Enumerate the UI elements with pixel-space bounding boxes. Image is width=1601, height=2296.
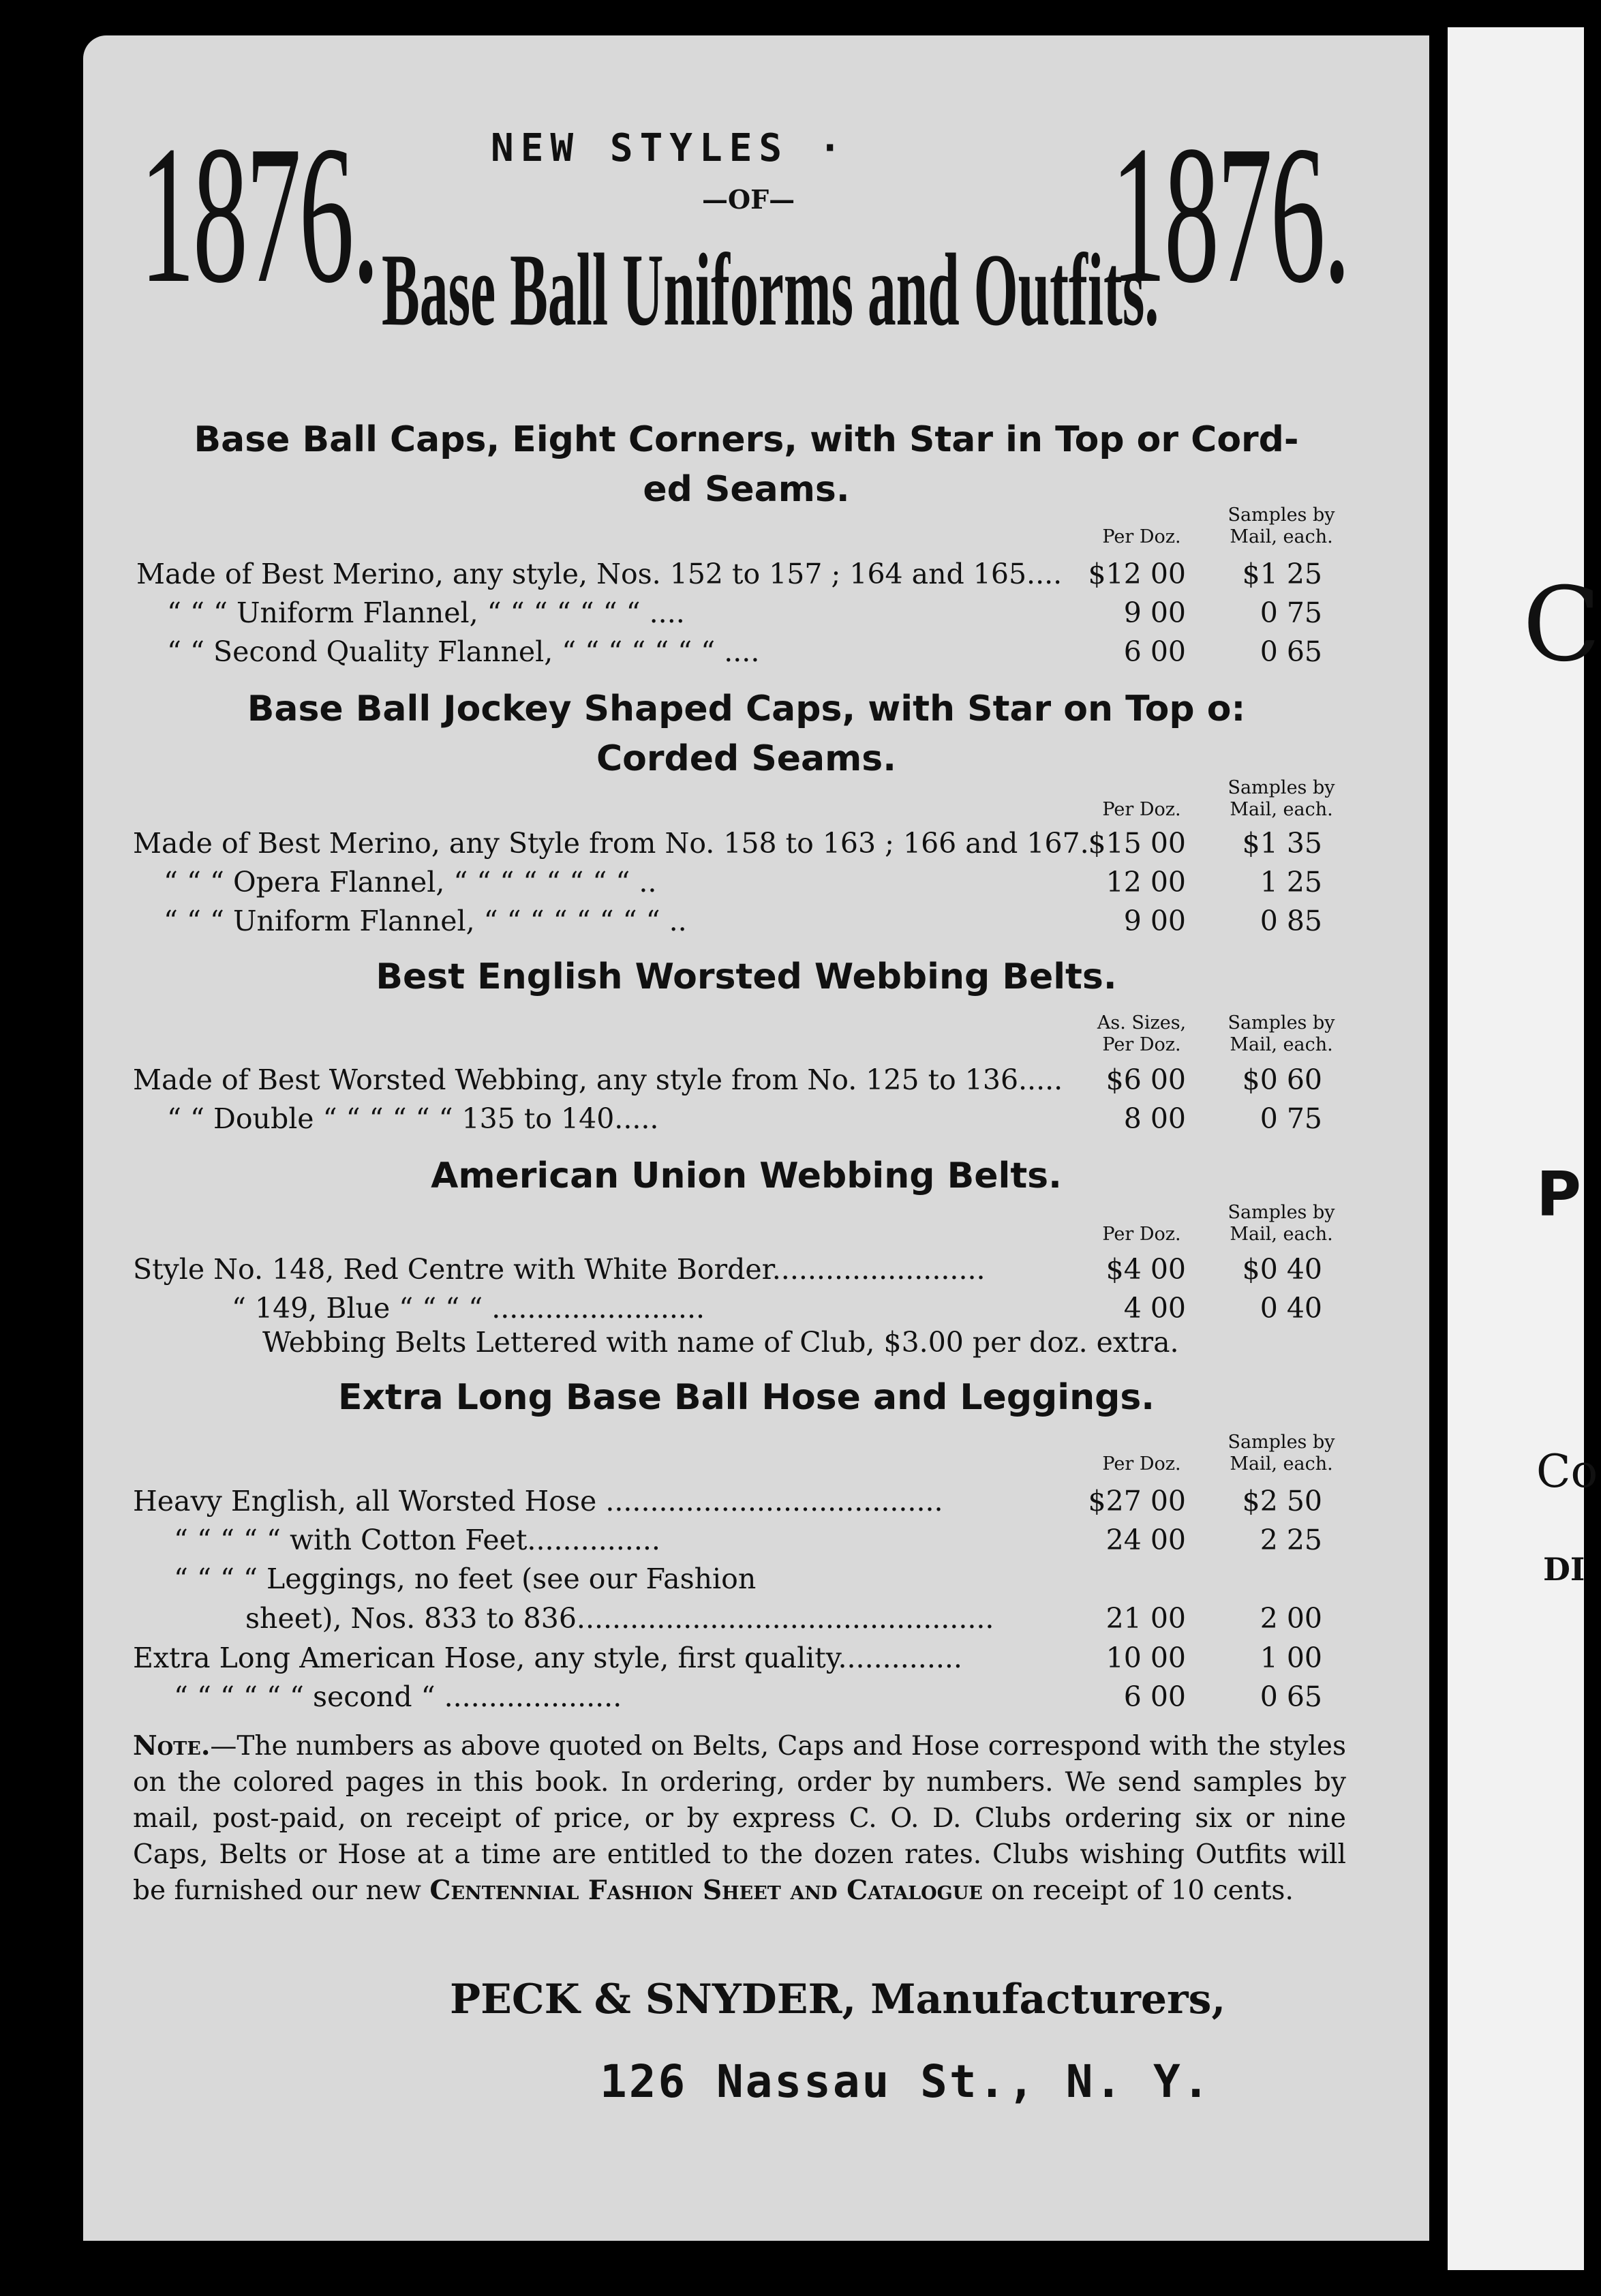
hose-row-4-doz: 21 00 [1106,1602,1186,1635]
union-belts-lettered-note: Webbing Belts Lettered with name of Club, $3.00 per doz. extra. [262,1326,1179,1359]
union-belts-row-1-desc: Style No. 148, Red Centre with White Border........................ [133,1253,986,1286]
jockey-row-2-desc: “ “ “ Opera Flannel, “ “ “ “ “ “ “ “ .. [164,866,657,898]
year-right: 1876. [1111,105,1349,324]
english-belts-row-2-doz: 8 00 [1123,1102,1186,1135]
english-belts-row-2-each: 0 75 [1260,1102,1322,1135]
english-belts-col-sizes-line1: As. Sizes, [1097,1012,1187,1033]
hose-col-samples [1200,1432,1363,1475]
jockey-col-samples-line1: Samples by [1228,777,1335,798]
caps-col-samples [1200,504,1363,548]
hose-row-5-doz: 10 00 [1106,1642,1186,1674]
year-left: 1876. [140,105,378,324]
of-label: —OF— [702,184,795,215]
jockey-row-1-desc: Made of Best Merino, any Style from No. 158 to 163 ; 166 and 167. [133,827,1089,860]
english-belts-row-2-desc: “ “ Double “ “ “ “ “ “ 135 to 140..... [167,1102,659,1135]
english-belts-row-1-each: $0 60 [1242,1063,1322,1096]
caps-row-3-doz: 6 00 [1123,635,1186,668]
union-belts-row-2-each: 0 40 [1260,1292,1322,1325]
new-styles-heading: NEW STYLES · [491,126,849,170]
english-belts-col-samples-line2: Mail, each. [1230,1034,1333,1055]
jockey-col-per-doz: Per Doz. [1102,799,1181,820]
note-text-2: on receipt of 10 cents. [982,1875,1294,1906]
union-belts-col-samples-line1: Samples by [1228,1202,1335,1223]
note-label: Note. [133,1730,211,1762]
hose-col-per-doz: Per Doz. [1102,1453,1181,1475]
note-text-1: —The numbers as above quoted on Belts, Caps and Hose correspond with the styles on the colored pages in this book. In ordering, order by numbers. We send samples by mail, post-paid, on receipt of price, or by express C. O. D. Clubs ordering six or nine Caps, Belts or Hose at a time are entitled to the dozen rates. Clubs wishing Outfits will be furnished our new [133,1731,1346,1906]
caps-heading-line1: Base Ball Caps, Eight Corners, with Star in Top or Cord- [194,419,1299,460]
page-title: Base Ball Uniforms and Outfits. [382,232,1159,347]
english-belts-col-samples-line1: Samples by [1228,1012,1335,1033]
note-fashion-sheet: Centennial Fashion Sheet and Catalogue [429,1875,983,1906]
union-belts-row-2-desc: “ 149, Blue “ “ “ “ ........................ [232,1292,705,1325]
caps-col-samples-line1: Samples by [1228,504,1335,526]
caps-heading-line2: ed Seams. [643,469,850,510]
hose-row-6-each: 0 65 [1260,1680,1322,1713]
hose-row-2-doz: 24 00 [1106,1524,1186,1556]
hose-row-4-desc: sheet), Nos. 833 to 836............................................... [245,1602,994,1635]
caps-col-per-doz: Per Doz. [1102,526,1181,547]
union-belts-heading: American Union Webbing Belts. [431,1155,1062,1196]
hose-col-samples-line2: Mail, each. [1230,1453,1333,1475]
firm-name: PECK & SNYDER, Manufacturers, [450,1976,1226,2023]
union-belts-row-1-doz: $4 00 [1106,1253,1186,1286]
english-belts-row-1-desc: Made of Best Worsted Webbing, any style from No. 125 to 136..... [133,1063,1063,1096]
catalog-page [83,35,1429,2241]
caps-row-2-doz: 9 00 [1123,596,1186,629]
caps-row-1-desc: Made of Best Merino, any style, Nos. 152 to 157 ; 164 and 165.... [136,558,1063,590]
hose-row-1-desc: Heavy English, all Worsted Hose ...................................... [133,1485,943,1517]
jockey-row-3-each: 0 85 [1260,905,1322,937]
hose-row-2-desc: “ “ “ “ “ with Cotton Feet............... [174,1524,660,1556]
hose-heading: Extra Long Base Ball Hose and Leggings. [337,1377,1155,1418]
jockey-row-1-doz: $15 00 [1088,827,1186,860]
caps-row-2-each: 0 75 [1260,596,1322,629]
jockey-col-samples-line2: Mail, each. [1230,799,1333,820]
jockey-row-3-doz: 9 00 [1123,905,1186,937]
jockey-row-2-doz: 12 00 [1106,866,1186,898]
union-belts-col-per-doz: Per Doz. [1102,1224,1181,1245]
adjacent-page-letter-c: C [1523,566,1601,684]
union-belts-col-samples [1200,1202,1363,1245]
hose-row-6-desc: “ “ “ “ “ “ second “ .................... [174,1680,622,1713]
hose-col-samples-line1: Samples by [1228,1432,1335,1453]
caps-col-samples-line2: Mail, each. [1230,526,1333,547]
english-belts-heading: Best English Worsted Webbing Belts. [376,956,1117,997]
hose-row-5-desc: Extra Long American Hose, any style, first quality.............. [133,1642,962,1674]
adjacent-page-text-co: Co [1536,1445,1598,1498]
hose-row-4-each: 2 00 [1260,1602,1322,1635]
adjacent-page [1448,27,1601,2270]
adjacent-page-text-di: DI [1543,1551,1585,1588]
english-belts-col-per-doz: Per Doz. [1102,1034,1181,1055]
hose-row-2-each: 2 25 [1260,1524,1322,1556]
union-belts-row-1-each: $0 40 [1242,1253,1322,1286]
adjacent-page-letter-p: P [1536,1159,1581,1230]
english-belts-col-samples [1200,1012,1363,1056]
hose-row-5-each: 1 00 [1260,1642,1322,1674]
hose-row-3-desc: “ “ “ “ Leggings, no feet (see our Fashion [174,1562,757,1595]
english-belts-col-sizes [1077,1012,1206,1056]
union-belts-col-samples-line2: Mail, each. [1230,1224,1333,1245]
hose-row-1-doz: $27 00 [1088,1485,1186,1517]
hose-row-1-each: $2 50 [1242,1485,1322,1517]
hose-row-6-doz: 6 00 [1123,1680,1186,1713]
caps-row-3-each: 0 65 [1260,635,1322,668]
english-belts-row-1-doz: $6 00 [1106,1063,1186,1096]
firm-address: 126 Nassau St., N. Y. [600,2055,1212,2108]
jockey-row-1-each: $1 35 [1242,827,1322,860]
union-belts-row-2-doz: 4 00 [1123,1292,1186,1325]
jockey-col-samples [1200,777,1363,821]
caps-row-2-desc: “ “ “ Uniform Flannel, “ “ “ “ “ “ “ .... [167,596,685,629]
jockey-heading-line2: Corded Seams. [596,738,897,779]
jockey-row-3-desc: “ “ “ Uniform Flannel, “ “ “ “ “ “ “ “ .. [164,905,687,937]
caps-row-3-desc: “ “ Second Quality Flannel, “ “ “ “ “ “ “ .... [167,635,760,668]
caps-row-1-each: $1 25 [1242,558,1322,590]
jockey-row-2-each: 1 25 [1260,866,1322,898]
note-paragraph [133,1728,1346,1909]
jockey-heading-line1: Base Ball Jockey Shaped Caps, with Star on Top o: [247,689,1246,729]
caps-row-1-doz: $12 00 [1088,558,1186,590]
